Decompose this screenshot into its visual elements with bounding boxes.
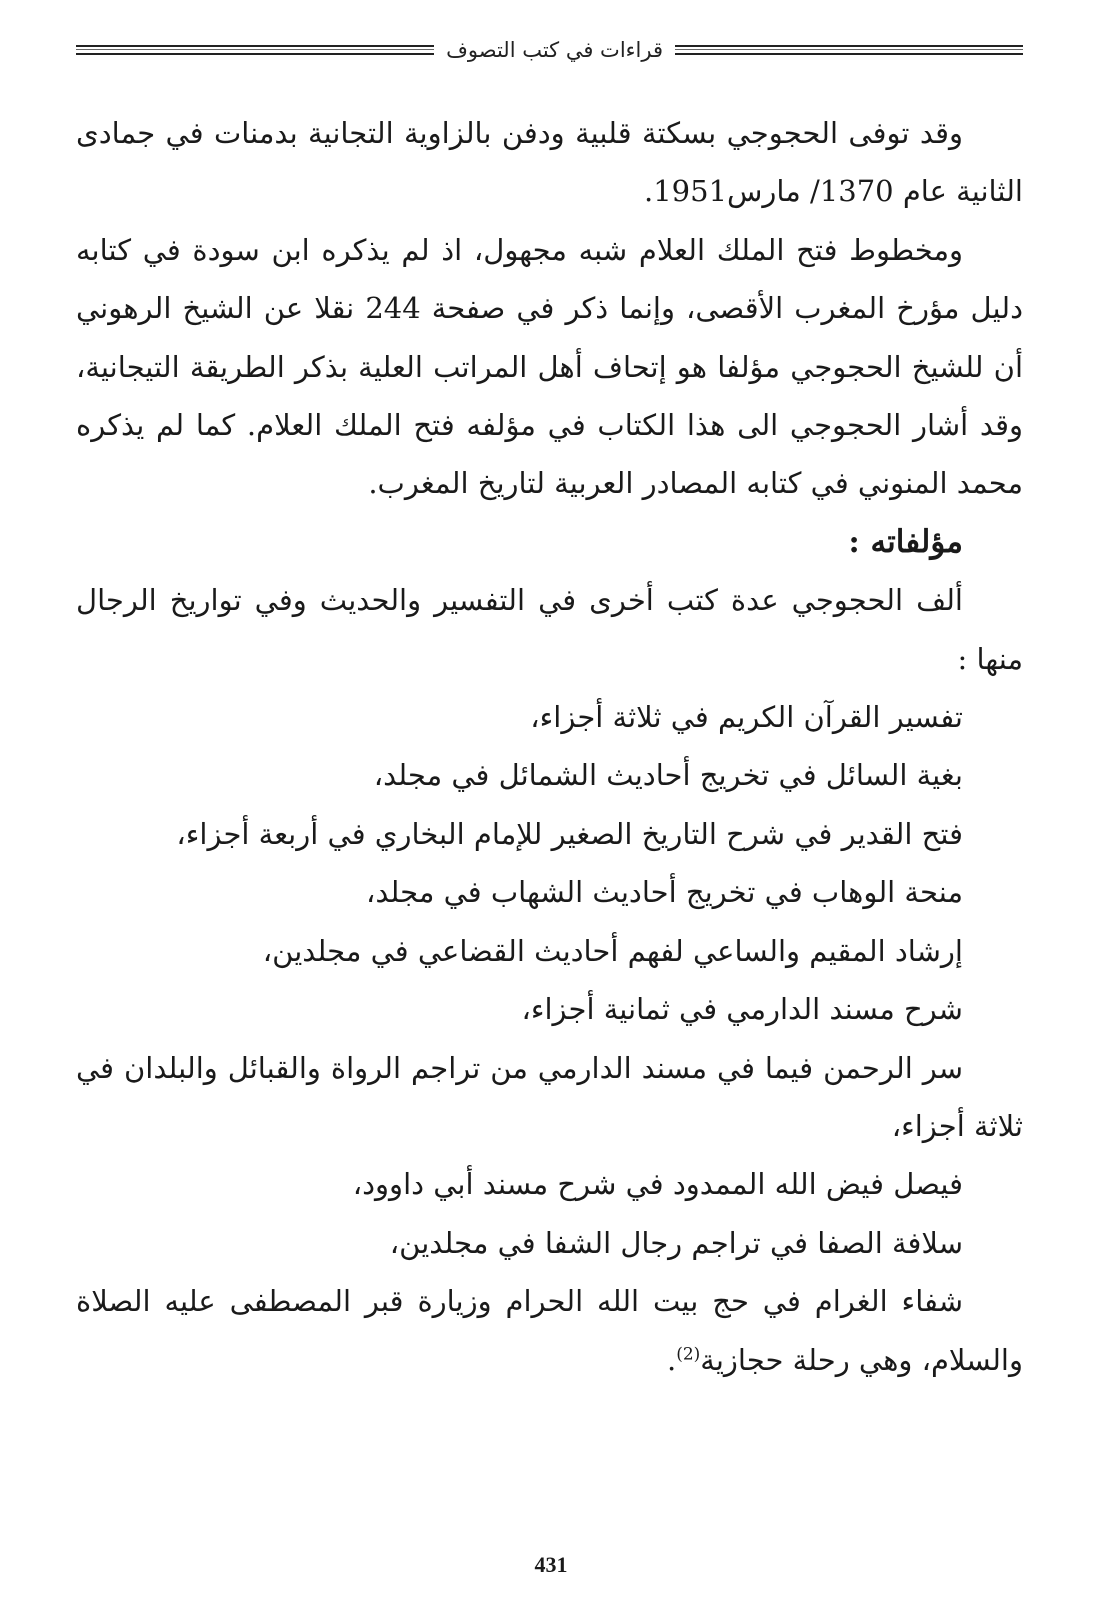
page-number: 431 bbox=[534, 1552, 568, 1577]
body-text bbox=[76, 104, 1023, 1389]
header-rule-right bbox=[675, 45, 1023, 55]
work-item: منحة الوهاب في تخريج أحاديث الشهاب في مجلد، bbox=[365, 875, 963, 910]
paragraph-manuscript: ومخطوط فتح الملك العلام شبه مجهول، اذ لم يذكره ابن سودة في كتابه دليل مؤرخ المغرب الأقصى، وإنما ذكر في صفحة 244 نقلا عن الشيخ الرهوني أن للشيخ الحجوجي مؤلفا هو إتحاف أهل المراتب العلية بذكر الطريقة التيجانية، وقد أشار الحجوجي الى هذا الكتاب في مؤلفه فتح الملك العلام. كما لم يذكره محمد المنوني في كتابه المصادر العربية لتاريخ المغرب. bbox=[76, 232, 1023, 501]
running-title: قراءات في كتب التصوف bbox=[446, 38, 663, 62]
work-item: فتح القدير في شرح التاريخ الصغير للإمام البخاري في أربعة أجزاء، bbox=[176, 816, 963, 851]
work-item: تفسير القرآن الكريم في ثلاثة أجزاء، bbox=[530, 700, 963, 735]
work-item-text: شفاء الغرام في حج بيت الله الحرام وزيارة قبر المصطفى عليه الصلاة والسلام، وهي رحلة حجازية bbox=[76, 1284, 1023, 1377]
work-item: سلافة الصفا في تراجم رجال الشفا في مجلدين، bbox=[389, 1225, 963, 1260]
sentence-end: . bbox=[666, 1342, 677, 1377]
work-item: فيصل فيض الله الممدود في شرح مسند أبي داوود، bbox=[352, 1167, 963, 1202]
work-item: شرح مسند الدارمي في ثمانية أجزاء، bbox=[521, 992, 963, 1027]
work-item: بغية السائل في تخريج أحاديث الشمائل في مجلد، bbox=[373, 758, 963, 793]
paragraph-works-intro: ألف الحجوجي عدة كتب أخرى في التفسير والحديث وفي تواريخ الرجال منها : bbox=[76, 583, 1023, 676]
footnote-marker: (2) bbox=[676, 1343, 701, 1364]
work-item: إرشاد المقيم والساعي لفهم أحاديث القضاعي في مجلدين، bbox=[262, 933, 963, 968]
section-heading: مؤلفاته : bbox=[848, 523, 963, 560]
header-rule-left bbox=[76, 45, 434, 55]
work-item-long bbox=[76, 1272, 1023, 1389]
work-item-long: سر الرحمن فيما في مسند الدارمي من تراجم الرواة والقبائل والبلدان في ثلاثة أجزاء، bbox=[76, 1050, 1023, 1143]
running-header bbox=[76, 32, 1023, 68]
paragraph-death: وقد توفى الحجوجي بسكتة قلبية ودفن بالزاوية التجانية بدمنات في جمادى الثانية عام 1370/ مارس1951. bbox=[76, 116, 1023, 209]
